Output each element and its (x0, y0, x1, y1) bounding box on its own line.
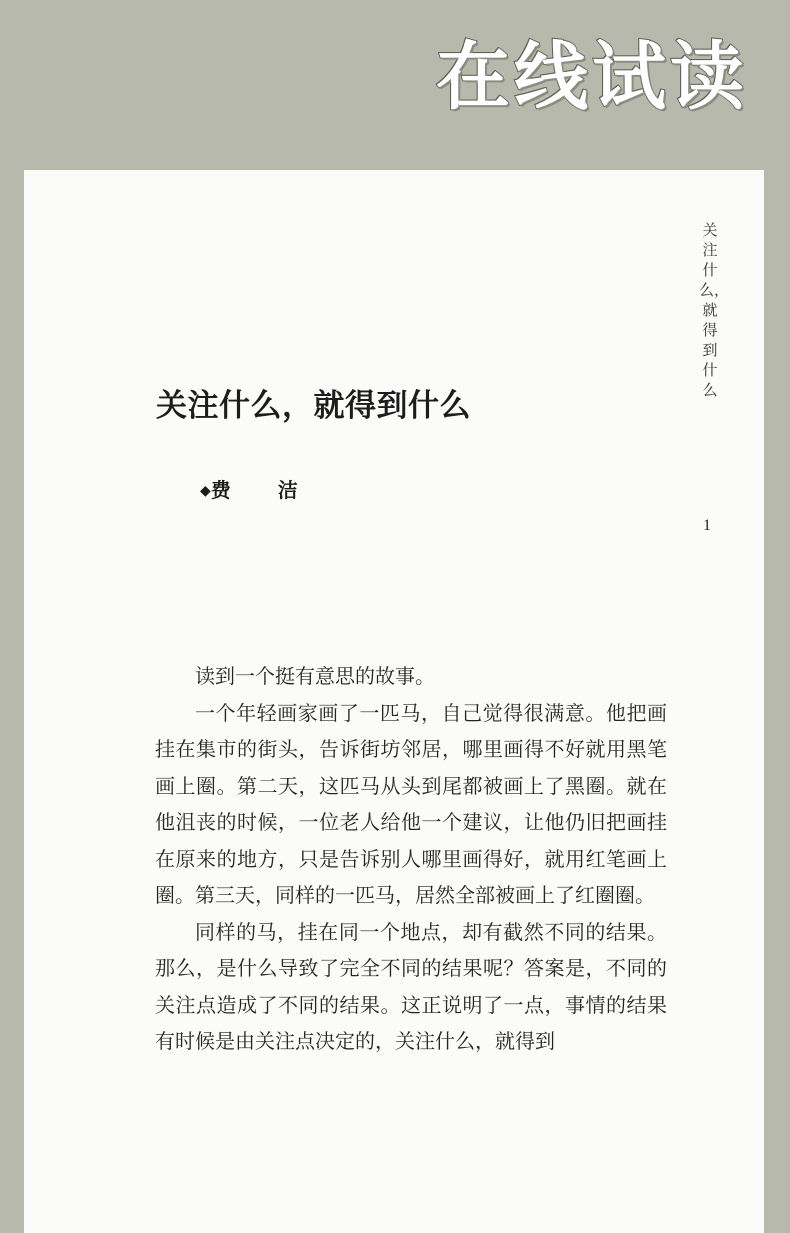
author-marker: ◆ (200, 483, 211, 499)
author-name: 费 洁 (210, 478, 318, 502)
banner-title: 在线试读 (436, 34, 748, 120)
paragraph: 读到一个挺有意思的故事。 (195, 664, 435, 688)
chapter-title: 关注什么，就得到什么 (156, 388, 471, 424)
running-head: 关注什么，就得到什么 (699, 221, 730, 399)
body-text (155, 658, 667, 1060)
preview-banner (0, 0, 790, 170)
paragraph: 同样的马，挂在同一个地点，却有截然不同的结果。那么，是什么导致了完全不同的结果呢？答案是，不同的关注点造成了不同的结果。这正说明了一点，事情的结果有时候是由关注点决定的，关注什么，就得到 (155, 919, 667, 1053)
page-number: 1 (703, 517, 711, 534)
paragraph: 一个年轻画家画了一匹马，自己觉得很满意。他把画挂在集市的街头，告诉街坊邻居，哪里画得不好就用黑笔画上圈。第二天，这匹马从头到尾都被画上了黑圈。就在他沮丧的时候，一位老人给他一个建议，让他仍旧把画挂在原来的地方，只是告诉别人哪里画得好，就用红笔画上圈。第三天，同样的一匹马，居然全部被画上了红圈圈。 (155, 700, 667, 907)
book-page (24, 170, 764, 1233)
author-line (200, 474, 318, 503)
